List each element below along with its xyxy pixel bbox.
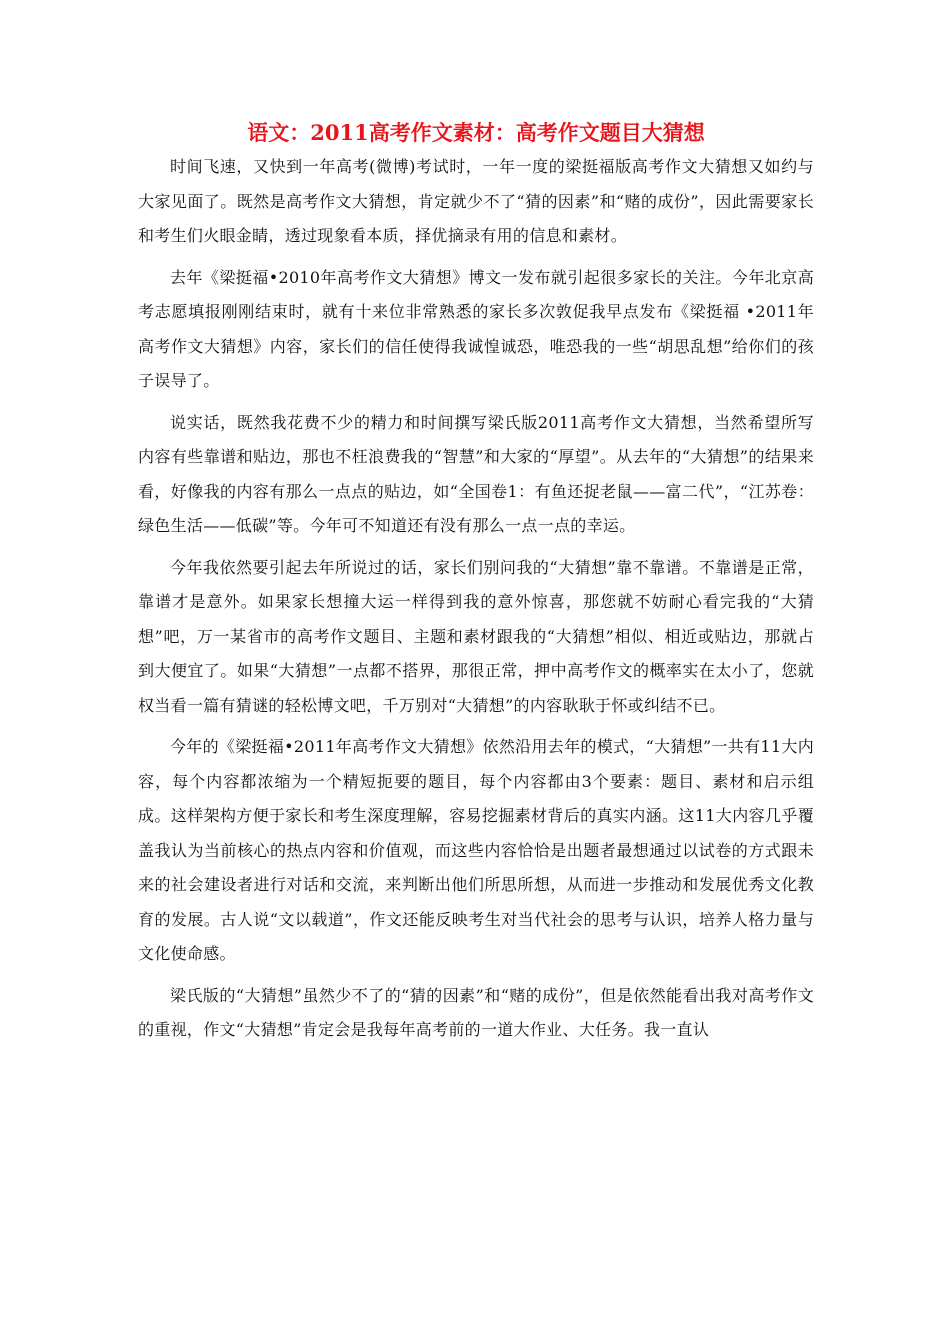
document-page bbox=[138, 118, 814, 1055]
document-title: 语文：2011高考作文素材：高考作文题目大猜想 bbox=[247, 120, 705, 145]
paragraph-2: 去年《梁挺福•2010年高考作文大猜想》博文一发布就引起很多家长的关注。今年北京高考志愿填报刚刚结束时，就有十来位非常熟悉的家长多次敦促我早点发布《梁挺福 •2011年高考作文大猜想》内容，家长们的信任使得我诚惶诚恐，唯恐我的一些“胡思乱想”给你们的孩子误导了。 bbox=[138, 267, 814, 390]
paragraph-4: 今年我依然要引起去年所说过的话，家长们别问我的“大猜想”靠不靠谱。不靠谱是正常，靠谱才是意外。如果家长想撞大运一样得到我的意外惊喜，那您就不妨耐心看完我的“大猜想”吧，万一某省市的高考作文题目、主题和素材跟我的“大猜想”相似、相近或贴边，那就占到大便宜了。如果“大猜想”一点都不搭界，那很正常，押中高考作文的概率实在太小了，您就权当看一篇有猜谜的轻松博文吧，千万别对“大猜想”的内容耿耿于怀或纠结不已。 bbox=[138, 557, 814, 715]
paragraph-5: 今年的《梁挺福•2011年高考作文大猜想》依然沿用去年的模式，“大猜想”一共有11大内容，每个内容都浓缩为一个精短扼要的题目，每个内容都由3个要素：题目、素材和启示组成。这样架构方便于家长和考生深度理解，容易挖掘素材背后的真实内涵。这11大内容几乎覆盖我认为当前核心的热点内容和价值观，而这些内容恰恰是出题者最想通过以试卷的方式跟未来的社会建设者进行对话和交流，来判断出他们所思所想，从而进一步推动和发展优秀文化教育的发展。古人说“文以载道”，作文还能反映考生对当代社会的思考与认识，培养人格力量与文化使命感。 bbox=[138, 737, 814, 963]
paragraph-3: 说实话，既然我花费不少的精力和时间撰写梁氏版2011高考作文大猜想，当然希望所写内容有些靠谱和贴边，那也不枉浪费我的“智慧”和大家的“厚望”。从去年的“大猜想”的结果来看，好像我的内容有那么一点点的贴边，如“全国卷1：有鱼还捉老鼠——富二代”，“江苏卷：绿色生活——低碳”等。今年可不知道还有没有那么一点一点的幸运。 bbox=[138, 412, 814, 535]
paragraph-6: 梁氏版的“大猜想”虽然少不了的“猜的因素”和“赌的成份”，但是依然能看出我对高考作文的重视，作文“大猜想”肯定会是我每年高考前的一道大作业、大任务。我一直认 bbox=[138, 985, 814, 1039]
paragraph-1: 时间飞速，又快到一年高考(微博)考试时，一年一度的梁挺福版高考作文大猜想又如约与大家见面了。既然是高考作文大猜想，肯定就少不了“猜的因素”和“赌的成份”，因此需要家长和考生们火眼金睛，透过现象看本质，择优摘录有用的信息和素材。 bbox=[138, 157, 814, 245]
